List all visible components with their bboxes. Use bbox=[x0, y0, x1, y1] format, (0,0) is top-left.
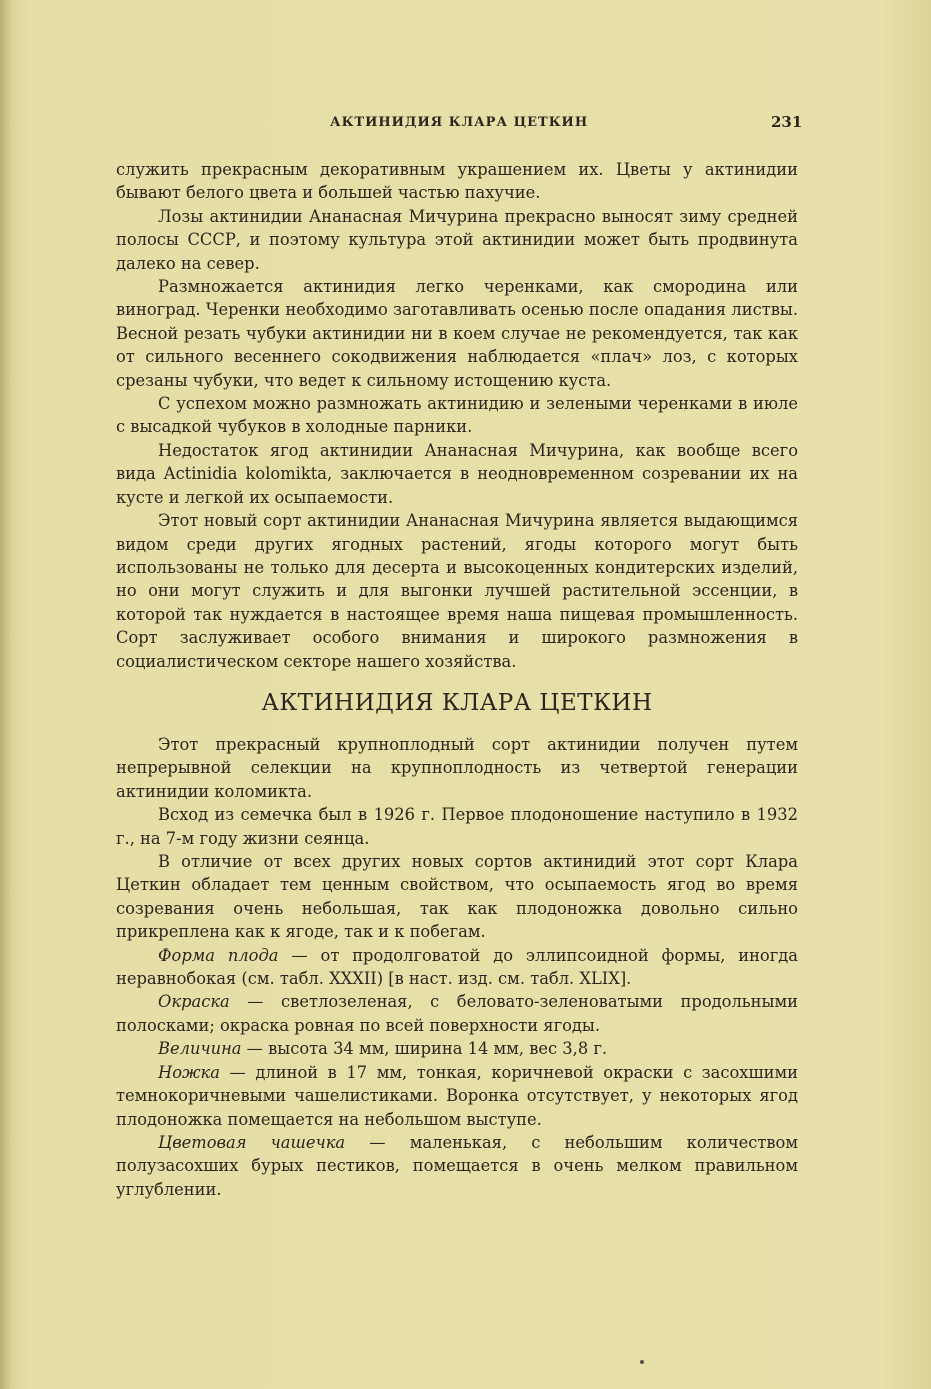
paragraph: В отличие от всех других новых сортов актинидий этот сорт Клара Цеткин обладает тем ценным свойством, что осыпаемость ягод во время созревания очень небольшая, так как плодоножка довольно сильно прикреплена как к ягоде, так и к побегам. bbox=[116, 852, 798, 942]
paragraph: С успехом можно размножать актинидию и зелеными черенками в июле с высадкой чубуков в холодные парники. bbox=[116, 394, 798, 437]
page-number: 231 bbox=[771, 113, 803, 131]
descriptor-term: Форма плода bbox=[158, 945, 279, 965]
paragraph: Этот прекрасный крупноплодный сорт актинидии получен путем непрерывной селекции на крупноплодность из четвертой генерации актинидии коломикта. bbox=[116, 735, 798, 801]
descriptor-text: — высота 34 мм, ширина 14 мм, вес 3,8 г. bbox=[241, 1039, 608, 1059]
paragraph: Недостаток ягод актинидии Ананасная Мичурина, как вообще всего вида Actinidia kolomikta, заключается в неодновременном созревании их на кусте и легкой их осыпаемости. bbox=[116, 440, 798, 507]
paragraph: Всход из семечка был в 1926 г. Первое плодоношение наступило в 1932 г., на 7-м году жизни сеянца. bbox=[116, 805, 798, 848]
paragraph: служить прекрасным декоративным украшением их. Цветы у актинидии бывают белого цвета и большей частью пахучие. bbox=[116, 160, 798, 203]
descriptor-text: — от продолговатой до эллипсоидной формы, иногда неравнобокая (см. табл. XXXII) [в наст. изд. см. табл. XLIX]. bbox=[116, 945, 798, 989]
section-heading: АКТИНИДИЯ КЛАРА ЦЕТКИН bbox=[261, 690, 653, 716]
descriptor-form bbox=[116, 944, 798, 991]
descriptor-calyx bbox=[116, 1131, 798, 1201]
section-text bbox=[116, 733, 798, 1201]
running-title: АКТИНИДИЯ КЛАРА ЦЕТКИН bbox=[330, 115, 589, 130]
paragraph: Лозы актинидии Ананасная Мичурина прекрасно выносят зиму средней полосы СССР, и поэтому культура этой актинидии может быть продвинута далеко на север. bbox=[116, 206, 798, 273]
page-edge bbox=[0, 0, 10, 1389]
descriptor-text: — длиной в 17 мм, тонкая, коричневой окраски с засохшими темнокоричневыми чашелистиками. Воронка отсутствует, у некоторых ягод плодоножка помещается на небольшом выступе. bbox=[116, 1062, 798, 1129]
paragraph: Этот новый сорт актинидии Ананасная Мичурина является выдающимся видом среди других ягодных растений, ягоды которого могут быть использованы не только для десерта и высокоценных кондитерских изделий, но они могут служить и для выгонки лучшей растительной эссенции, в которой так нуждается в настоящее время наша пищевая промышленность. Сорт заслуживает особого внимания и широкого размножения в социалистическом секторе нашего хозяйства. bbox=[116, 511, 798, 671]
descriptor-color bbox=[116, 990, 798, 1037]
descriptor-term: Окраска bbox=[158, 992, 230, 1012]
descriptor-text: — светлозеленая, с беловато-зеленоватыми продольными полосками; окраска ровная по всей поверхности ягоды. bbox=[116, 992, 798, 1035]
descriptor-text: — маленькая, с небольшим количеством полузасохших бурых пестиков, помещается в очень мелком правильном углублении. bbox=[116, 1132, 798, 1199]
descriptor-term: Цветовая чашечка bbox=[158, 1132, 346, 1152]
print-speck bbox=[640, 1360, 644, 1364]
paragraph: Размножается актинидия легко черенками, как смородина или виноград. Черенки необходимо заготавливать осенью после опадания листвы. Весной резать чубуки актинидии ни в коем случае не рекомендуется, так как от сильного весеннего сокодвижения наблюдается «плач» лоз, с которых срезаны чубуки, что ведет к сильному истощению куста. bbox=[116, 277, 798, 390]
intro-text bbox=[116, 158, 798, 673]
descriptor-stalk bbox=[116, 1061, 798, 1131]
descriptor-term: Величина bbox=[158, 1039, 242, 1059]
descriptor-term: Ножка bbox=[158, 1062, 220, 1082]
descriptor-size bbox=[116, 1037, 798, 1060]
